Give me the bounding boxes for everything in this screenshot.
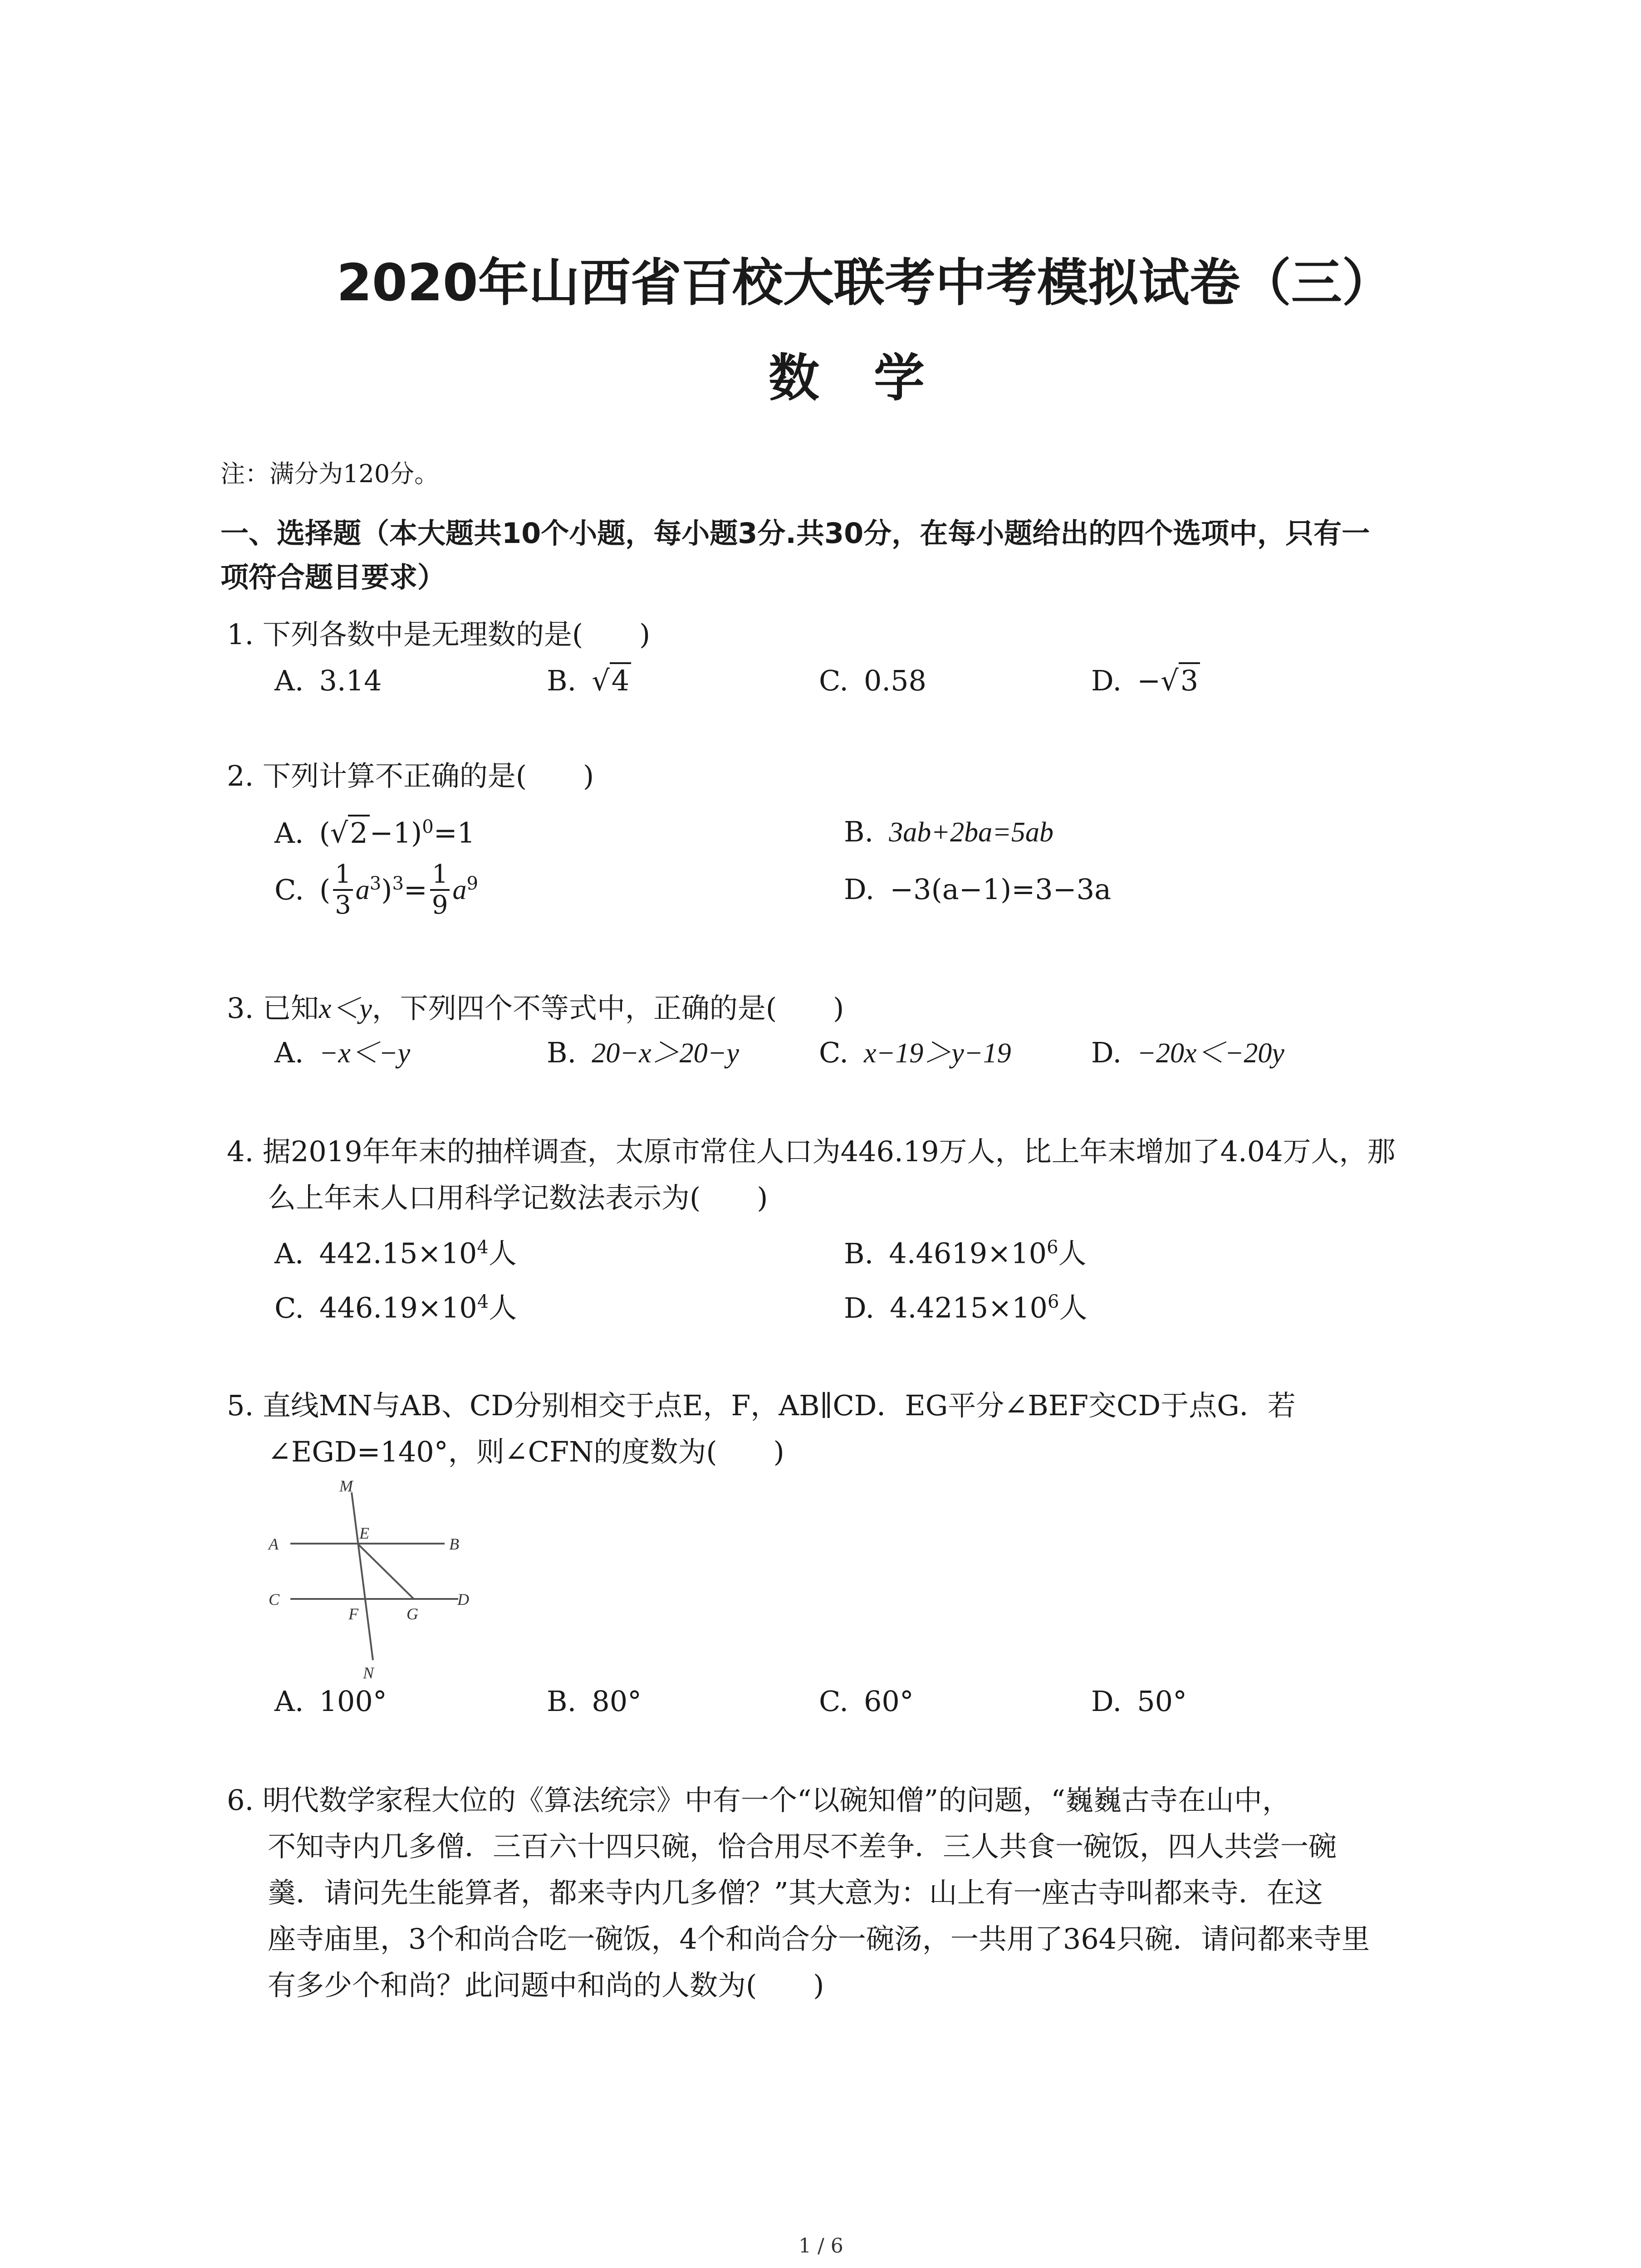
q3-option-a[interactable] [274,1036,411,1069]
option-letter: A. [274,664,304,697]
exponent: 9 [466,873,478,894]
numerator: 1 [333,862,353,891]
section-heading-line1: 一、选择题（本大题共10个小题，每小题3分.共30分，在每小题给出的四个选项中，只有一 [220,517,1370,550]
q4-option-b[interactable] [844,1238,1087,1268]
option-text: x−19＞y−19 [863,1038,1011,1069]
paren: ) [381,873,392,906]
q2-option-c[interactable] [274,862,478,925]
line-mn [352,1492,373,1660]
fraction [333,862,353,918]
q2-option-b[interactable] [844,815,1053,848]
paren: ( [319,873,331,906]
minus-sign: − [1137,664,1161,697]
option-letter: C. [819,1685,848,1718]
option-text: 0.58 [863,664,926,697]
option-text: 3.14 [319,664,382,697]
equals: = [403,873,427,906]
stem-condition: x＜y [318,993,372,1024]
label-f: F [348,1605,358,1623]
exponent: 3 [369,873,382,894]
option-letter: C. [819,1036,848,1069]
option-letter: B. [844,1237,874,1270]
fraction [430,862,450,918]
option-letter: B. [844,815,874,848]
question-4-line1: 4. 据2019年年末的抽样调查，太原市常住人口为446.19万人，比上年末增加了4.04万人，那 [227,1135,1396,1168]
label-m: M [339,1479,353,1495]
option-text: 4.4215×10 [890,1291,1048,1325]
q4-option-c[interactable] [274,1291,517,1325]
question-5-line1: 5. 直线MN与AB、CD分别相交于点E，F，AB∥CD．EG平分∠BEF交CD于点G．若 [227,1389,1296,1422]
question-6-line5: 有多少个和尚？此问题中和尚的人数为( ) [268,1969,824,2002]
q3-option-b[interactable] [547,1036,739,1069]
unit: 人 [489,1291,517,1325]
option-letter: D. [844,873,875,906]
option-text: 50° [1137,1685,1187,1718]
exponent: 6 [1048,1291,1059,1312]
option-letter: C. [274,873,304,906]
segment-eg [358,1544,414,1599]
label-e: E [359,1524,369,1542]
question-6-line1: 6. 明代数学家程大位的《算法统宗》中有一个“以碗知僧”的问题，“巍巍古寺在山中， [227,1784,1290,1817]
option-letter: B. [547,1685,577,1718]
option-letter: B. [547,1036,577,1069]
q1-option-a[interactable] [274,664,382,697]
exponent: 6 [1047,1237,1058,1258]
unit: 人 [1059,1291,1087,1325]
question-5-line2: ∠EGD=140°，则∠CFN的度数为( ) [268,1435,784,1468]
option-text: 20−x＞20−y [592,1038,739,1069]
option-letter: A. [274,816,304,850]
option-text: 446.19×10 [319,1291,477,1325]
var-a: a [355,875,370,905]
question-1-stem: 1. 下列各数中是无理数的是( ) [227,618,651,651]
exponent: 3 [392,873,404,894]
label-d: D [457,1590,469,1608]
label-b: B [449,1535,459,1553]
question-6-line3: 羹．请问先生能算者，都来寺内几多僧？”其大意为：山上有一座古寺叫都来寺．在这 [268,1876,1323,1909]
paren: ( [319,816,330,850]
option-text: 3ab+2ba=5ab [889,817,1053,848]
option-letter: D. [1091,1036,1122,1069]
exponent: 0 [422,816,434,837]
option-letter: B. [547,664,577,697]
option-text: −3(a−1)=3−3a [890,873,1112,906]
option-letter: D. [1091,664,1122,697]
sqrt-sign: √ [1161,664,1179,697]
expr: =1 [433,816,475,850]
option-text: 442.15×10 [319,1237,477,1270]
option-text: 100° [319,1685,387,1718]
option-letter: C. [274,1291,304,1325]
q3-option-c[interactable] [819,1036,1011,1069]
q1-option-d[interactable] [1091,664,1200,697]
q4-option-a[interactable] [274,1238,517,1268]
q5-option-c[interactable] [819,1687,914,1716]
option-text: 80° [592,1685,642,1718]
expr: −1) [369,816,422,850]
option-letter: A. [274,1237,304,1270]
stem-text: 3. 已知 [227,992,319,1025]
sqrt-sign: √ [592,664,610,697]
geometry-figure [254,1479,490,1683]
page-number: 1 / 6 [798,2234,843,2258]
stem-text: ，下列四个不等式中，正确的是( ) [372,992,844,1025]
option-letter: A. [274,1685,304,1718]
score-note: 注：满分为120分。 [220,459,439,488]
question-3-stem [227,994,844,1023]
q4-option-d[interactable] [844,1291,1087,1325]
option-letter: D. [844,1291,875,1325]
label-n: N [363,1664,374,1682]
radicand: 3 [1179,662,1200,697]
question-6-line4: 座寺庙里，3个和尚合吃一碗饭，4个和尚合分一碗汤，一共用了364只碗．请问都来寺里 [268,1922,1370,1955]
option-letter: A. [274,1036,304,1069]
q5-option-a[interactable] [274,1687,387,1716]
q2-option-d[interactable] [844,875,1111,904]
sqrt-sign: √ [330,816,348,850]
exponent: 4 [477,1237,489,1258]
q1-option-c[interactable] [819,664,926,697]
option-text: −x＜−y [319,1038,411,1069]
option-text: −20x＜−20y [1137,1038,1284,1069]
q3-option-d[interactable] [1091,1036,1284,1069]
question-2-stem: 2. 下列计算不正确的是( ) [227,759,594,792]
section-heading-line2: 项符合题目要求） [220,561,446,594]
option-letter: D. [1091,1685,1122,1718]
exponent: 4 [477,1291,489,1312]
unit: 人 [1058,1237,1087,1270]
label-g: G [407,1605,418,1623]
label-a: A [269,1535,279,1553]
option-text: 4.4619×10 [889,1237,1047,1270]
numerator: 1 [430,862,450,891]
option-text: 60° [863,1685,914,1718]
radicand: 4 [610,662,631,697]
radicand: 2 [348,815,369,850]
q5-option-d[interactable] [1091,1687,1187,1716]
page-title: 2020年山西省百校大联考中考模拟试卷（三） [337,254,1393,313]
question-6-line2: 不知寺内几多僧．三百六十四只碗，恰合用尽不差争．三人共食一碗饭，四人共尝一碗 [268,1830,1337,1863]
option-letter: C. [819,664,848,697]
question-4-line2: 么上年末人口用科学记数法表示为( ) [268,1181,768,1214]
q2-option-a[interactable] [274,816,475,850]
label-c: C [269,1590,280,1608]
unit: 人 [488,1237,517,1270]
fraction-expr [319,862,478,918]
denominator: 9 [431,890,448,920]
q5-option-b[interactable] [547,1687,642,1716]
var-a: a [452,875,467,905]
denominator: 3 [335,890,351,920]
subject-title: 数学 [769,349,979,408]
q1-option-b[interactable] [547,664,631,697]
